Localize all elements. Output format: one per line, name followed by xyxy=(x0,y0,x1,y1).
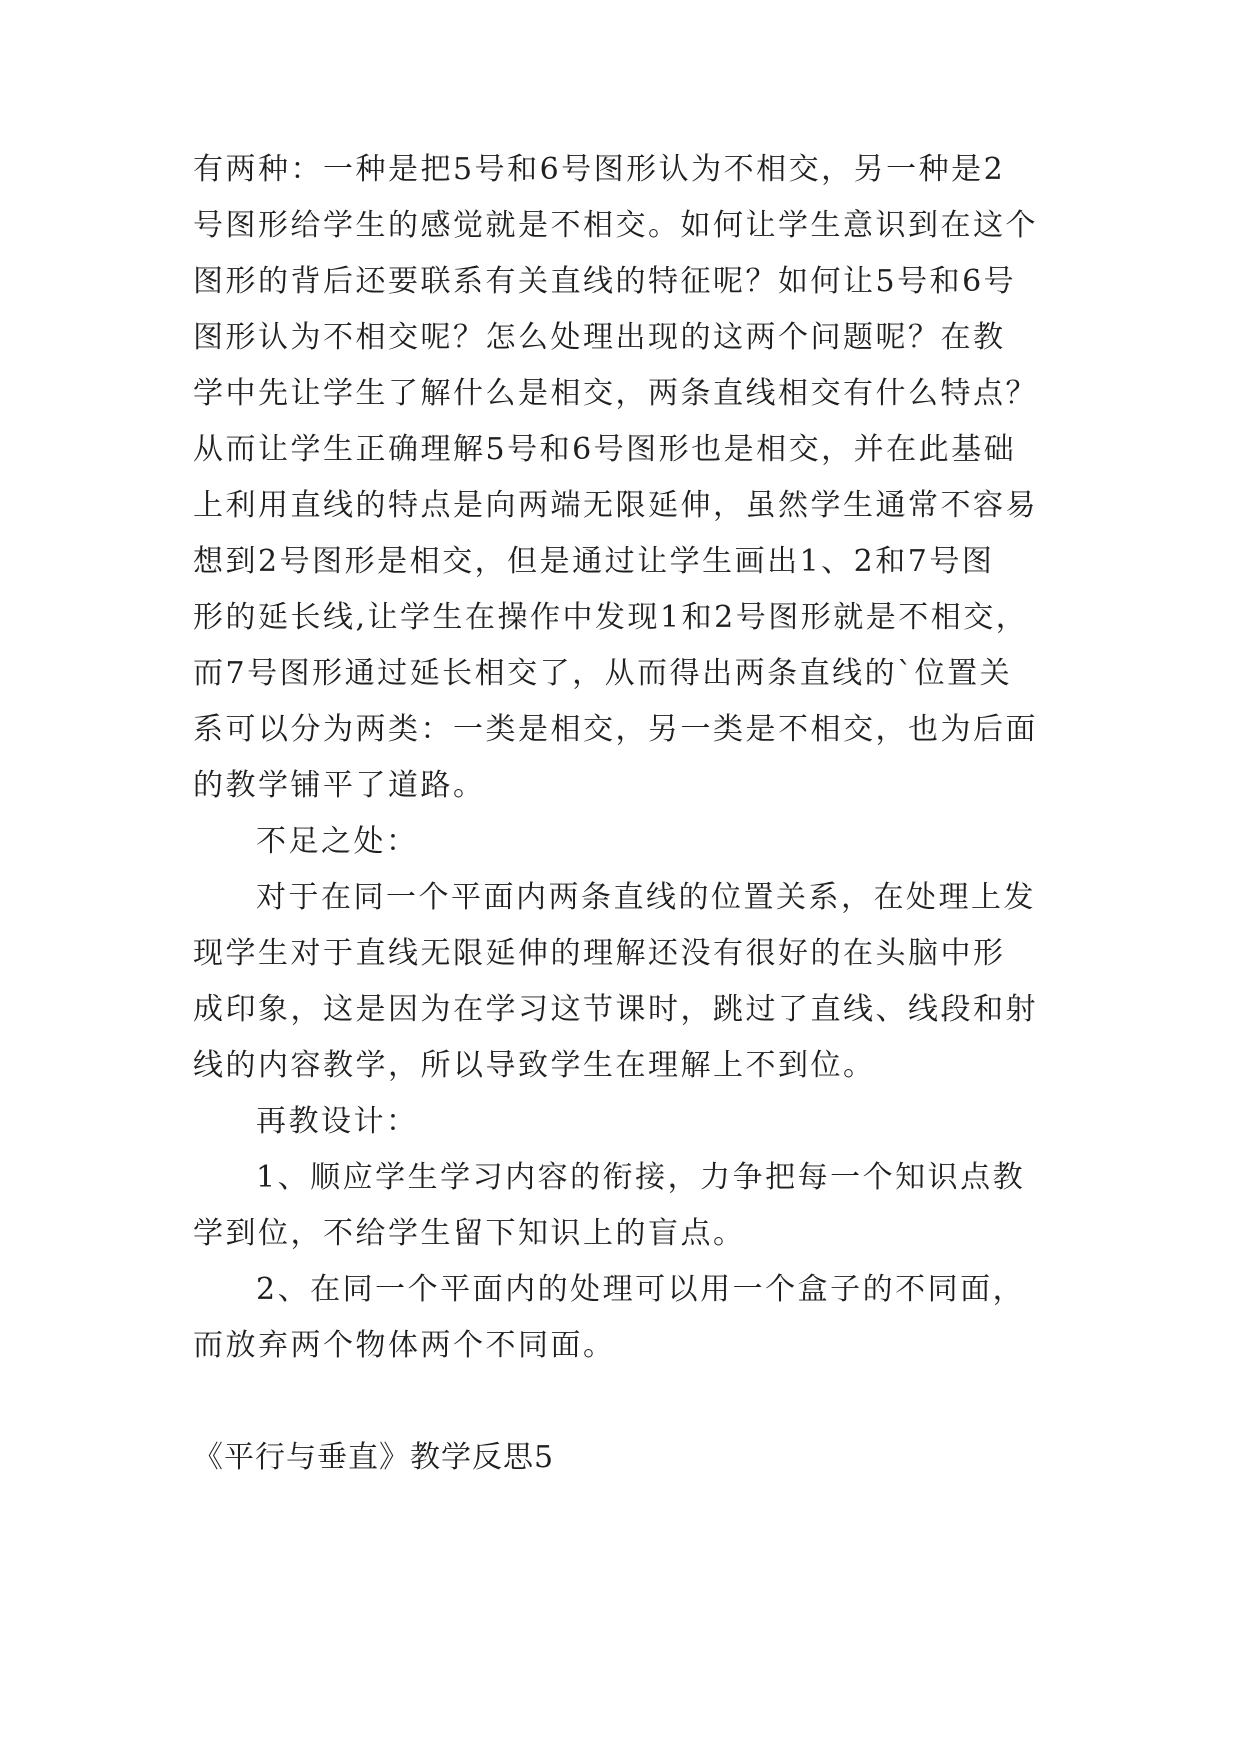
paragraph-line: 而放弃两个物体两个不同面。 xyxy=(193,1328,616,1363)
paragraph-line: 上利用直线的特点是向两端无限延伸，虽然学生通常不容易 xyxy=(193,488,1038,523)
paragraph-line: 学中先让学生了解什么是相交，两条直线相交有什么特点？ xyxy=(193,376,1038,411)
paragraph-line: 的教学铺平了道路。 xyxy=(193,768,486,803)
paragraph-line: 有两种：一种是把5号和6号图形认为不相交，另一种是2 xyxy=(193,152,1006,187)
paragraph-line: 线的内容教学，所以导致学生在理解上不到位。 xyxy=(193,1048,876,1083)
paragraph-line: 从而让学生正确理解5号和6号图形也是相交，并在此基础 xyxy=(193,432,1017,467)
list-item: 2、在同一个平面内的处理可以用一个盒子的不同面， xyxy=(256,1272,1026,1307)
subheading-redesign: 再教设计： xyxy=(256,1104,419,1139)
paragraph-line: 系可以分为两类：一类是相交，另一类是不相交，也为后面 xyxy=(193,712,1038,747)
paragraph-line: 而7号图形通过延长相交了，从而得出两条直线的`位置关 xyxy=(193,656,1013,691)
section-title: 《平行与垂直》教学反思5 xyxy=(193,1440,555,1475)
paragraph-line: 对于在同一个平面内两条直线的位置关系，在处理上发 xyxy=(256,880,1036,915)
paragraph-line: 现学生对于直线无限延伸的理解还没有很好的在头脑中形 xyxy=(193,936,1006,971)
paragraph-line: 图形认为不相交呢？怎么处理出现的这两个问题呢？在教 xyxy=(193,320,1006,355)
paragraph-line: 形的延长线,让学生在操作中发现1和2号图形就是不相交， xyxy=(193,600,1029,635)
paragraph-line: 成印象，这是因为在学习这节课时，跳过了直线、线段和射 xyxy=(193,992,1038,1027)
paragraph-line: 图形的背后还要联系有关直线的特征呢？如何让5号和6号 xyxy=(193,264,1017,299)
paragraph-line: 想到2号图形是相交，但是通过让学生画出1、2和7号图 xyxy=(193,544,995,579)
paragraph-line: 号图形给学生的感觉就是不相交。如何让学生意识到在这个 xyxy=(193,208,1038,243)
paragraph-line: 学到位，不给学生留下知识上的盲点。 xyxy=(193,1216,746,1251)
subheading-shortcomings: 不足之处： xyxy=(256,824,419,859)
list-item: 1、顺应学生学习内容的衔接，力争把每一个知识点教 xyxy=(256,1160,1026,1195)
